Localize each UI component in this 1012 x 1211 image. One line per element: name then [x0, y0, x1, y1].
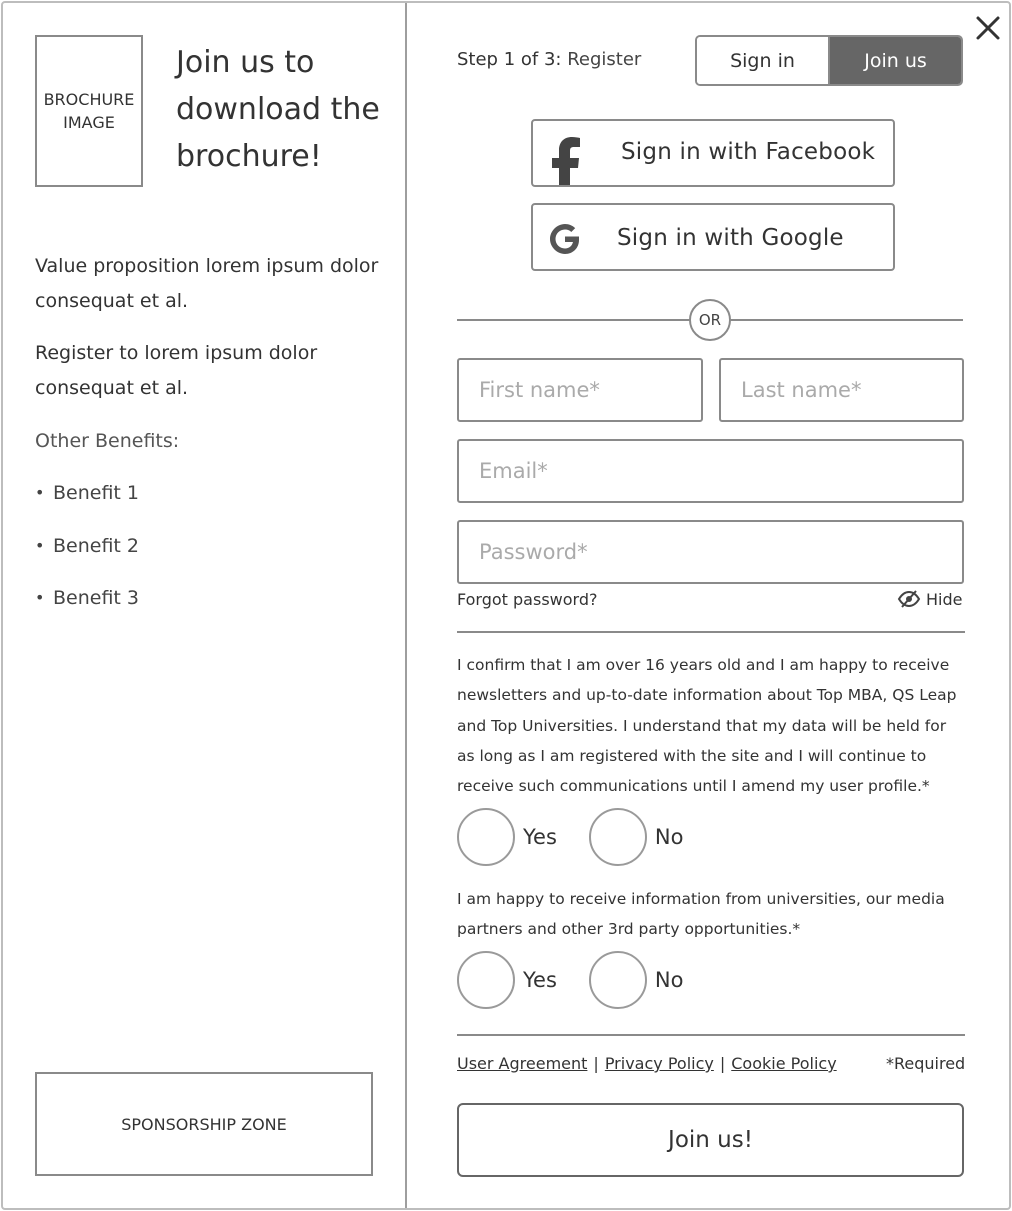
- panel-divider: [405, 3, 407, 1208]
- list-item: [35, 584, 139, 637]
- or-divider: [689, 299, 731, 341]
- other-benefits-label: Other Benefits:: [35, 430, 180, 452]
- tab-sign-in[interactable]: Sign in: [697, 37, 830, 84]
- user-agreement-link[interactable]: User Agreement: [457, 1054, 588, 1073]
- tab-join-us[interactable]: Join us: [830, 37, 961, 84]
- link-separator: |: [593, 1054, 599, 1073]
- newsletter-consent-yes-radio[interactable]: [457, 808, 515, 866]
- close-icon: [971, 11, 1005, 45]
- newsletter-consent-no-radio[interactable]: [589, 808, 647, 866]
- link-separator: |: [719, 1054, 726, 1073]
- legal-links: [457, 1054, 837, 1073]
- brochure-image-label: BROCHURE IMAGE: [43, 90, 135, 132]
- list-item: [35, 479, 139, 532]
- hide-password-toggle[interactable]: [897, 589, 962, 609]
- google-icon: [547, 221, 583, 257]
- required-note: *Required: [886, 1054, 966, 1073]
- radio-label-yes: Yes: [523, 825, 557, 849]
- bullet-icon: •: [35, 535, 45, 555]
- page-title: Join us to download the brochure!: [176, 45, 380, 174]
- google-button-label: Sign in with Google: [617, 225, 844, 251]
- list-item: [35, 532, 139, 585]
- benefit-text: Benefit 3: [53, 587, 140, 609]
- forgot-password-link[interactable]: Forgot password?: [457, 590, 598, 609]
- bullet-icon: •: [35, 483, 45, 502]
- newsletter-consent-options: [457, 808, 715, 866]
- third-party-consent-text: I am happy to receive information from universities, our media partners and other 3rd party opportunities.*: [457, 890, 945, 939]
- facebook-button-label: Sign in with Facebook: [621, 139, 876, 165]
- step-prefix: Step 1 of 3:: [457, 49, 562, 70]
- hide-label: Hide: [926, 589, 963, 609]
- third-party-consent-options: [457, 951, 715, 1009]
- sponsorship-zone: [35, 1072, 373, 1176]
- value-proposition: Value proposition lorem ipsum dolor consequat et al.: [35, 255, 379, 312]
- cookie-policy-link[interactable]: Cookie Policy: [731, 1054, 837, 1073]
- registration-modal: [1, 1, 1011, 1210]
- register-proposition: Register to lorem ipsum dolor consequat et al.: [35, 342, 318, 399]
- third-party-consent-no-radio[interactable]: [589, 951, 647, 1009]
- google-sign-in-button[interactable]: [531, 203, 895, 271]
- or-text: OR: [698, 311, 722, 329]
- benefit-text: Benefit 1: [53, 482, 140, 504]
- section-divider: [457, 1034, 965, 1036]
- close-button[interactable]: [971, 11, 1005, 45]
- step-indicator: [457, 49, 641, 70]
- email-field[interactable]: [457, 439, 964, 503]
- facebook-sign-in-button[interactable]: [531, 119, 895, 187]
- auth-mode-toggle: [695, 35, 963, 86]
- step-name: Register: [567, 49, 642, 70]
- privacy-policy-link[interactable]: Privacy Policy: [604, 1054, 714, 1073]
- last-name-field[interactable]: [719, 358, 964, 422]
- radio-label-yes: Yes: [523, 968, 557, 992]
- benefit-text: Benefit 2: [53, 534, 140, 557]
- eye-slash-icon: [897, 589, 921, 609]
- sponsorship-label: SPONSORSHIP ZONE: [121, 1114, 287, 1134]
- brochure-image-placeholder: [35, 35, 143, 187]
- benefits-list: [35, 479, 139, 637]
- join-us-submit-button[interactable]: Join us!: [457, 1103, 964, 1177]
- password-field[interactable]: [457, 520, 964, 584]
- radio-label-no: No: [654, 825, 684, 849]
- radio-label-no: No: [654, 968, 684, 992]
- section-divider: [457, 631, 965, 633]
- newsletter-consent-text: I confirm that I am over 16 years old and I am happy to receive newsletters and up-to-date information about Top MBA, QS Leap and Top Universities. I understand that my data will be held for as long as I am registered with the site and I will continue to receive such communications until I amend my user profile.*: [457, 656, 957, 796]
- facebook-icon: [549, 137, 585, 187]
- first-name-field[interactable]: [457, 358, 703, 422]
- bullet-icon: •: [35, 588, 45, 607]
- third-party-consent-yes-radio[interactable]: [457, 951, 515, 1009]
